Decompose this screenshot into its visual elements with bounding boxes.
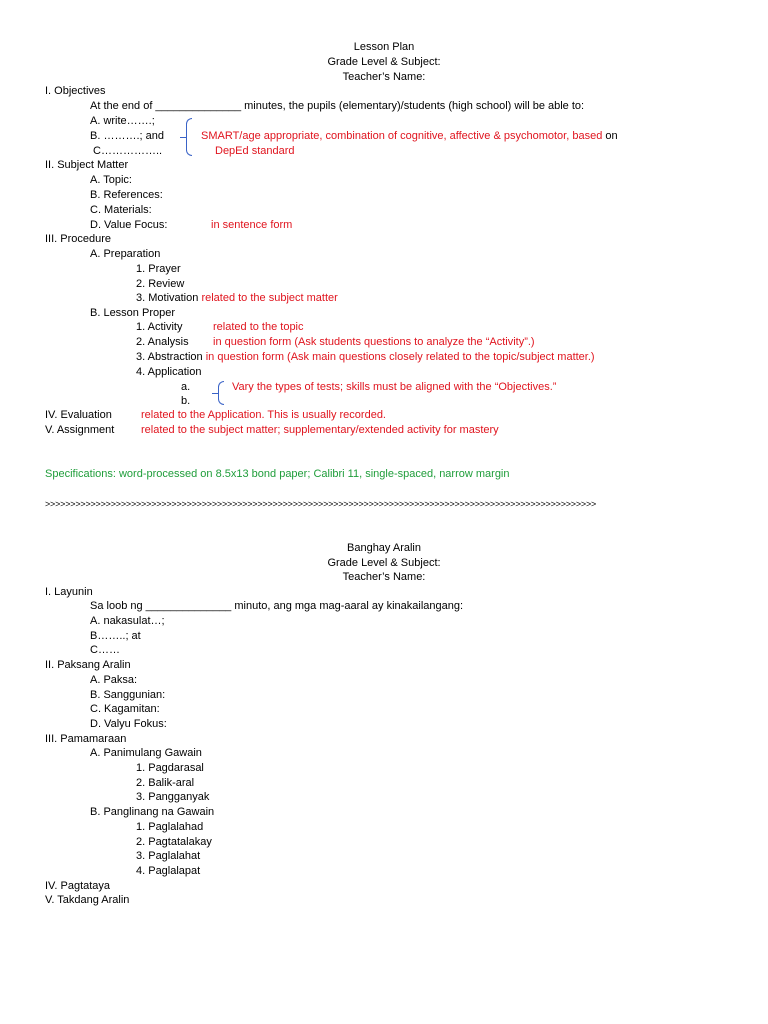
layunin-heading: I. Layunin: [45, 586, 93, 598]
assignment-note: related to the subject matter; supplementary/extended activity for mastery: [141, 424, 499, 436]
pagtataya-heading: IV. Pagtataya: [45, 880, 111, 892]
review-line: 2. Review: [136, 278, 185, 290]
pagdarasal-line: 1. Pagdarasal: [136, 762, 204, 774]
application-b: b.: [181, 395, 191, 407]
banghay-teacher-name-line: Teacher’s Name:: [342, 571, 426, 583]
lesson-plan-title: Lesson Plan: [353, 41, 415, 53]
takdang-aralin-heading: V. Takdang Aralin: [45, 894, 130, 906]
procedure-heading: III. Procedure: [45, 233, 112, 245]
objective-b: B. ……….; and: [90, 130, 164, 142]
objectives-note-line1: [201, 129, 618, 143]
application-a: a.: [181, 381, 191, 393]
sanggunian-line: B. Sanggunian:: [90, 689, 166, 701]
abstraction-line: [136, 350, 595, 364]
pangganyak-line: 3. Pangganyak: [136, 791, 210, 803]
motivation-note: related to the subject matter: [201, 292, 338, 304]
paksa-line: A. Paksa:: [90, 674, 138, 686]
evaluation-heading: IV. Evaluation: [45, 409, 112, 421]
preparation-line: A. Preparation: [90, 248, 161, 260]
application-brace-icon: [218, 381, 224, 405]
abstraction-note: in question form (Ask main questions closely related to the topic/subject matter.): [205, 351, 595, 363]
motivation-line: [136, 291, 338, 305]
prayer-line: 1. Prayer: [136, 263, 181, 275]
balik-aral-line: 2. Balik-aral: [136, 777, 195, 789]
panimulang-gawain-line: A. Panimulang Gawain: [90, 747, 202, 759]
value-focus-note: in sentence form: [211, 219, 293, 231]
topic-line: A. Topic:: [90, 174, 132, 186]
objectives-brace-icon: [186, 118, 192, 156]
objectives-note-line2: DepEd standard: [215, 145, 295, 157]
kagamitan-line: C. Kagamitan:: [90, 703, 160, 715]
pamamaraan-heading: III. Pamamaraan: [45, 733, 127, 745]
banghay-title: Banghay Aralin: [347, 542, 421, 554]
specifications-line: Specifications: word-processed on 8.5x13 bond paper; Calibri 11, single-spaced, narrow margin: [45, 468, 510, 480]
section-divider: >>>>>>>>>>>>>>>>>>>>>>>>>>>>>>>>>>>>>>>>>>>>>>>>>>>>>>>>>>>>>>>>>>>>>>>>>>>>>>>>>>>>>>>>>>>>>>>>>>>>>>>>>>>>>: [45, 499, 597, 509]
valyu-fokus-line: D. Valyu Fokus:: [90, 718, 167, 730]
lesson-proper-line: B. Lesson Proper: [90, 307, 175, 319]
layunin-c: C……: [90, 644, 120, 656]
pagtatalakay-line: 2. Pagtatalakay: [136, 836, 212, 848]
objective-a: A. write…….;: [90, 115, 155, 127]
assignment-heading: V. Assignment: [45, 424, 115, 436]
application-line: 4. Application: [136, 366, 202, 378]
objectives-note-red: SMART/age appropriate, combination of cognitive, affective & psychomotor, based: [201, 130, 603, 142]
activity-note: related to the topic: [213, 321, 304, 333]
references-line: B. References:: [90, 189, 163, 201]
layunin-intro: Sa loob ng ______________ minuto, ang mga mag-aaral ay kinakailangang:: [90, 600, 464, 612]
objectives-note-black: on: [605, 130, 618, 142]
objectives-intro: At the end of ______________ minutes, the pupils (elementary)/students (high school) will be able to:: [90, 100, 585, 112]
layunin-b: B……..; at: [90, 630, 141, 642]
application-note: Vary the types of tests; skills must be aligned with the “Objectives.”: [232, 381, 557, 393]
grade-level-line: Grade Level & Subject:: [327, 56, 441, 68]
banghay-grade-level-line: Grade Level & Subject:: [327, 557, 441, 569]
subject-matter-heading: II. Subject Matter: [45, 159, 129, 171]
objectives-heading: I. Objectives: [45, 85, 106, 97]
materials-line: C. Materials:: [90, 204, 152, 216]
motivation-label: 3. Motivation: [136, 292, 199, 304]
panglinang-gawain-line: B. Panglinang na Gawain: [90, 806, 215, 818]
paglalahat-line: 3. Paglalahat: [136, 850, 201, 862]
layunin-a: A. nakasulat…;: [90, 615, 165, 627]
paglalahad-line: 1. Paglalahad: [136, 821, 204, 833]
paksang-aralin-heading: II. Paksang Aralin: [45, 659, 131, 671]
objective-c: C……………..: [93, 145, 163, 157]
analysis-note: in question form (Ask students questions to analyze the “Activity”.): [213, 336, 535, 348]
paglalapat-line: 4. Paglalapat: [136, 865, 201, 877]
activity-line: 1. Activity: [136, 321, 183, 333]
abstraction-label: 3. Abstraction: [136, 351, 203, 363]
analysis-line: 2. Analysis: [136, 336, 189, 348]
evaluation-note: related to the Application. This is usually recorded.: [141, 409, 386, 421]
value-focus-line: D. Value Focus:: [90, 219, 168, 231]
teacher-name-line: Teacher’s Name:: [342, 71, 426, 83]
